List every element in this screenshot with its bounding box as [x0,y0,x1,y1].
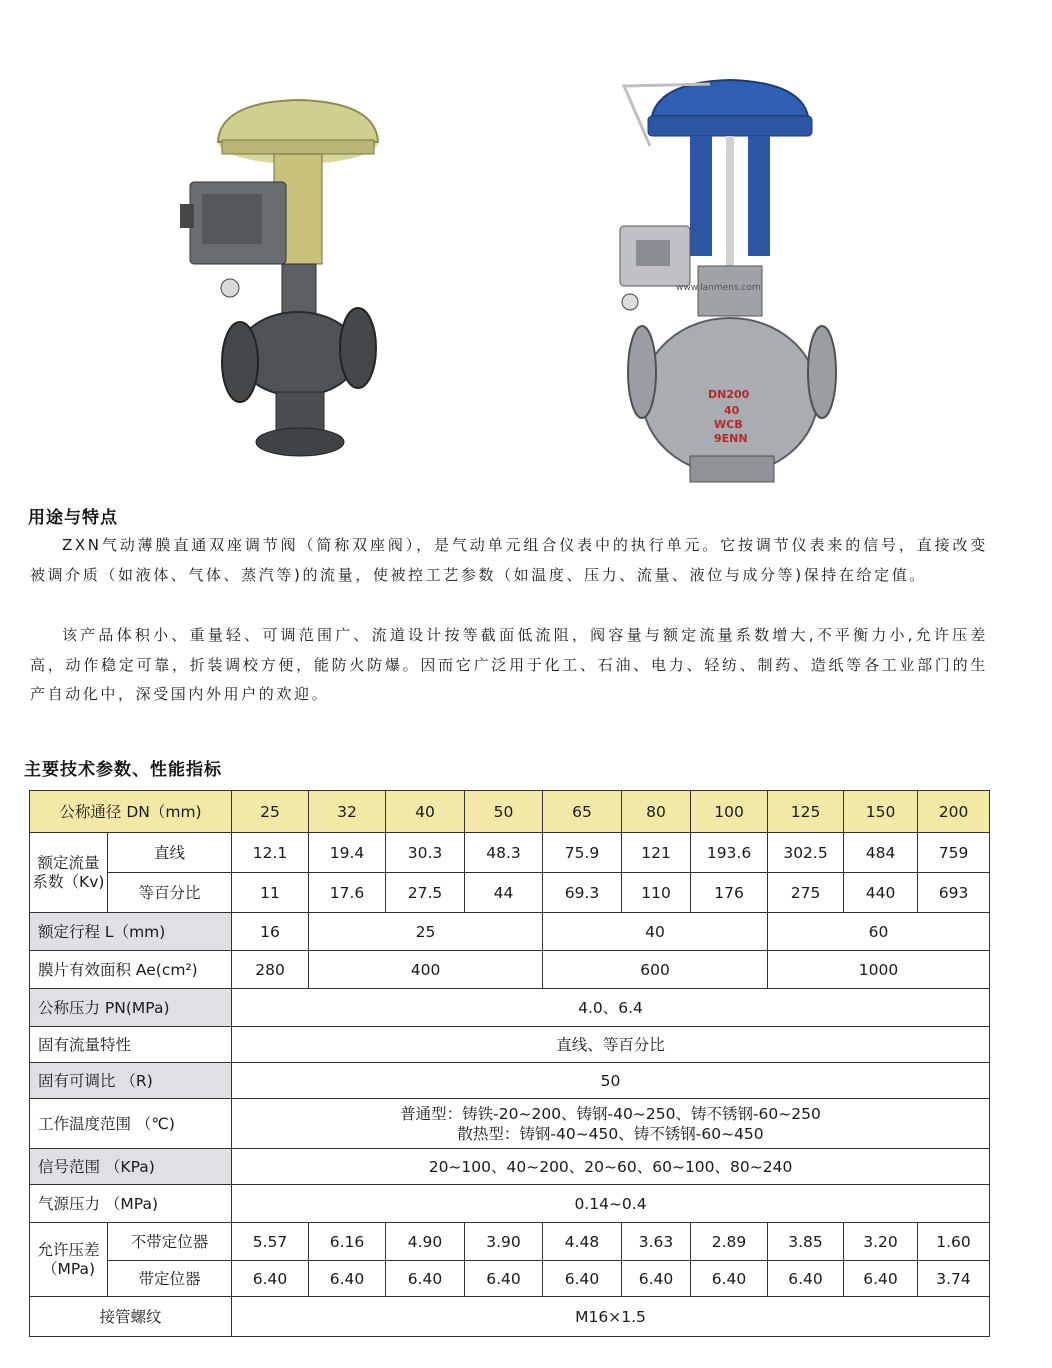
dp-pos-value: 6.40 [232,1261,309,1297]
dp-pos-label: 带定位器 [108,1261,232,1297]
area-value: 400 [309,951,543,989]
table-row-thread [30,1297,990,1337]
dn-value: 150 [844,791,918,833]
dn-value: 80 [622,791,691,833]
table-row-area [30,951,990,989]
dp-pos-value: 6.40 [309,1261,386,1297]
air-value: 0.14~0.4 [232,1185,990,1223]
dp-pos-value: 3.74 [918,1261,990,1297]
stroke-value: 25 [309,913,543,951]
table-row-range [30,1063,990,1099]
pn-value: 4.0、6.4 [232,989,990,1027]
dp-no-pos-value: 4.48 [543,1223,622,1261]
table-row-dn [30,791,990,833]
paragraph-features: 该产品体积小、重量轻、可调范围广、流道设计按等截面低流阻，阀容量与额定流量系数增大,不平衡力小,允许压差高，动作稳定可靠，折装调校方便，能防火防爆。因而它广泛用于化工、石油、电力、轻纺、制药、造纸等各工业部门的生产自动化中，深受国内外用户的欢迎。 [30,626,988,703]
flow-char-label: 固有流量特性 [30,1027,232,1063]
area-value: 280 [232,951,309,989]
dp-pos-value: 6.40 [465,1261,543,1297]
pn-label: 公称压力 PN(MPa) [30,989,232,1027]
valve-photo-left [170,92,410,492]
kv-equal-value: 69.3 [543,873,622,913]
dp-no-pos-value: 4.90 [386,1223,465,1261]
dn-value: 50 [465,791,543,833]
stroke-value: 60 [768,913,990,951]
dp-label: 允许压差（MPa) [30,1223,108,1297]
temp-line-2: 散热型：铸钢-40~450、铸不锈钢-60~450 [457,1124,764,1143]
table-row-dp-no-positioner [30,1223,990,1261]
air-label: 气源压力 （MPa) [30,1185,232,1223]
stroke-value: 16 [232,913,309,951]
area-value: 600 [543,951,768,989]
kv-equal-value: 44 [465,873,543,913]
kv-equal-value: 275 [768,873,844,913]
range-value: 50 [232,1063,990,1099]
signal-value: 20~100、40~200、20~60、60~100、80~240 [232,1149,990,1185]
kv-equal-value: 27.5 [386,873,465,913]
flow-char-value: 直线、等百分比 [232,1027,990,1063]
dn-value: 200 [918,791,990,833]
stroke-value: 40 [543,913,768,951]
pneumatic-valve-icon [590,76,850,496]
dn-value: 125 [768,791,844,833]
dp-pos-value: 6.40 [543,1261,622,1297]
area-label: 膜片有效面积 Ae(cm²) [30,951,232,989]
range-label: 固有可调比 （R) [30,1063,232,1099]
table-row-kv-equal [30,873,990,913]
kv-linear-value: 19.4 [309,833,386,873]
dp-no-pos-value: 2.89 [691,1223,768,1261]
kv-linear-value: 30.3 [386,833,465,873]
svg-text:www.lanmens.com: www.lanmens.com [676,283,761,293]
kv-linear-value: 12.1 [232,833,309,873]
table-row-flow-char [30,1027,990,1063]
kv-equal-value: 17.6 [309,873,386,913]
dp-no-pos-label: 不带定位器 [108,1223,232,1261]
kv-label: 额定流量系数（Kv) [30,833,108,913]
kv-equal-value: 693 [918,873,990,913]
section-title-specs: 主要技术参数、性能指标 [24,760,222,780]
paragraph-intro: ZXN气动薄膜直通双座调节阀（简称双座阀），是气动单元组合仪表中的执行单元。它按调节仪表来的信号，直接改变被调介质（如液体、气体、蒸汽等)的流量，使被控工艺参数（如温度、压力、流量、液位与成分等)保持在给定值。 [30,536,988,584]
kv-equal-value: 11 [232,873,309,913]
dp-no-pos-value: 5.57 [232,1223,309,1261]
valve-photo-right [590,76,850,496]
dp-no-pos-value: 6.16 [309,1223,386,1261]
table-row-temp [30,1099,990,1149]
stroke-label: 额定行程 L（mm) [30,913,232,951]
kv-linear-value: 484 [844,833,918,873]
dp-pos-value: 6.40 [844,1261,918,1297]
dp-pos-value: 6.40 [691,1261,768,1297]
dp-pos-value: 6.40 [768,1261,844,1297]
table-row-pn [30,989,990,1027]
temp-label: 工作温度范围 （℃) [30,1099,232,1149]
svg-text:WCB: WCB [714,418,743,431]
kv-linear-value: 48.3 [465,833,543,873]
kv-equal-label: 等百分比 [108,873,232,913]
spec-table [29,790,990,1337]
kv-linear-label: 直线 [108,833,232,873]
table-row-kv-linear [30,833,990,873]
dn-value: 25 [232,791,309,833]
svg-text:40: 40 [724,404,740,417]
kv-equal-value: 110 [622,873,691,913]
dp-pos-value: 6.40 [386,1261,465,1297]
svg-text:9ENN: 9ENN [714,432,748,445]
kv-linear-value: 193.6 [691,833,768,873]
dn-value: 65 [543,791,622,833]
dp-no-pos-value: 1.60 [918,1223,990,1261]
thread-label: 接管螺纹 [30,1297,232,1337]
kv-equal-value: 176 [691,873,768,913]
section-title-usage: 用途与特点 [28,508,118,528]
temp-line-1: 普通型：铸铁-20~200、铸钢-40~250、铸不锈钢-60~250 [400,1104,821,1123]
dn-label: 公称通径 DN（mm) [30,791,232,833]
kv-linear-value: 759 [918,833,990,873]
kv-equal-value: 440 [844,873,918,913]
kv-linear-value: 121 [622,833,691,873]
kv-linear-value: 302.5 [768,833,844,873]
temp-value [232,1099,990,1149]
area-value: 1000 [768,951,990,989]
table-row-signal [30,1149,990,1185]
dp-no-pos-value: 3.63 [622,1223,691,1261]
dp-no-pos-value: 3.20 [844,1223,918,1261]
signal-label: 信号范围 （KPa) [30,1149,232,1185]
pneumatic-valve-icon [170,92,410,492]
svg-text:DN200: DN200 [708,388,750,401]
table-row-dp-positioner [30,1261,990,1297]
table-row-stroke [30,913,990,951]
dn-value: 32 [309,791,386,833]
table-row-air [30,1185,990,1223]
dn-value: 40 [386,791,465,833]
dp-pos-value: 6.40 [622,1261,691,1297]
thread-value: M16×1.5 [232,1297,990,1337]
dp-no-pos-value: 3.85 [768,1223,844,1261]
kv-linear-value: 75.9 [543,833,622,873]
dp-no-pos-value: 3.90 [465,1223,543,1261]
dn-value: 100 [691,791,768,833]
